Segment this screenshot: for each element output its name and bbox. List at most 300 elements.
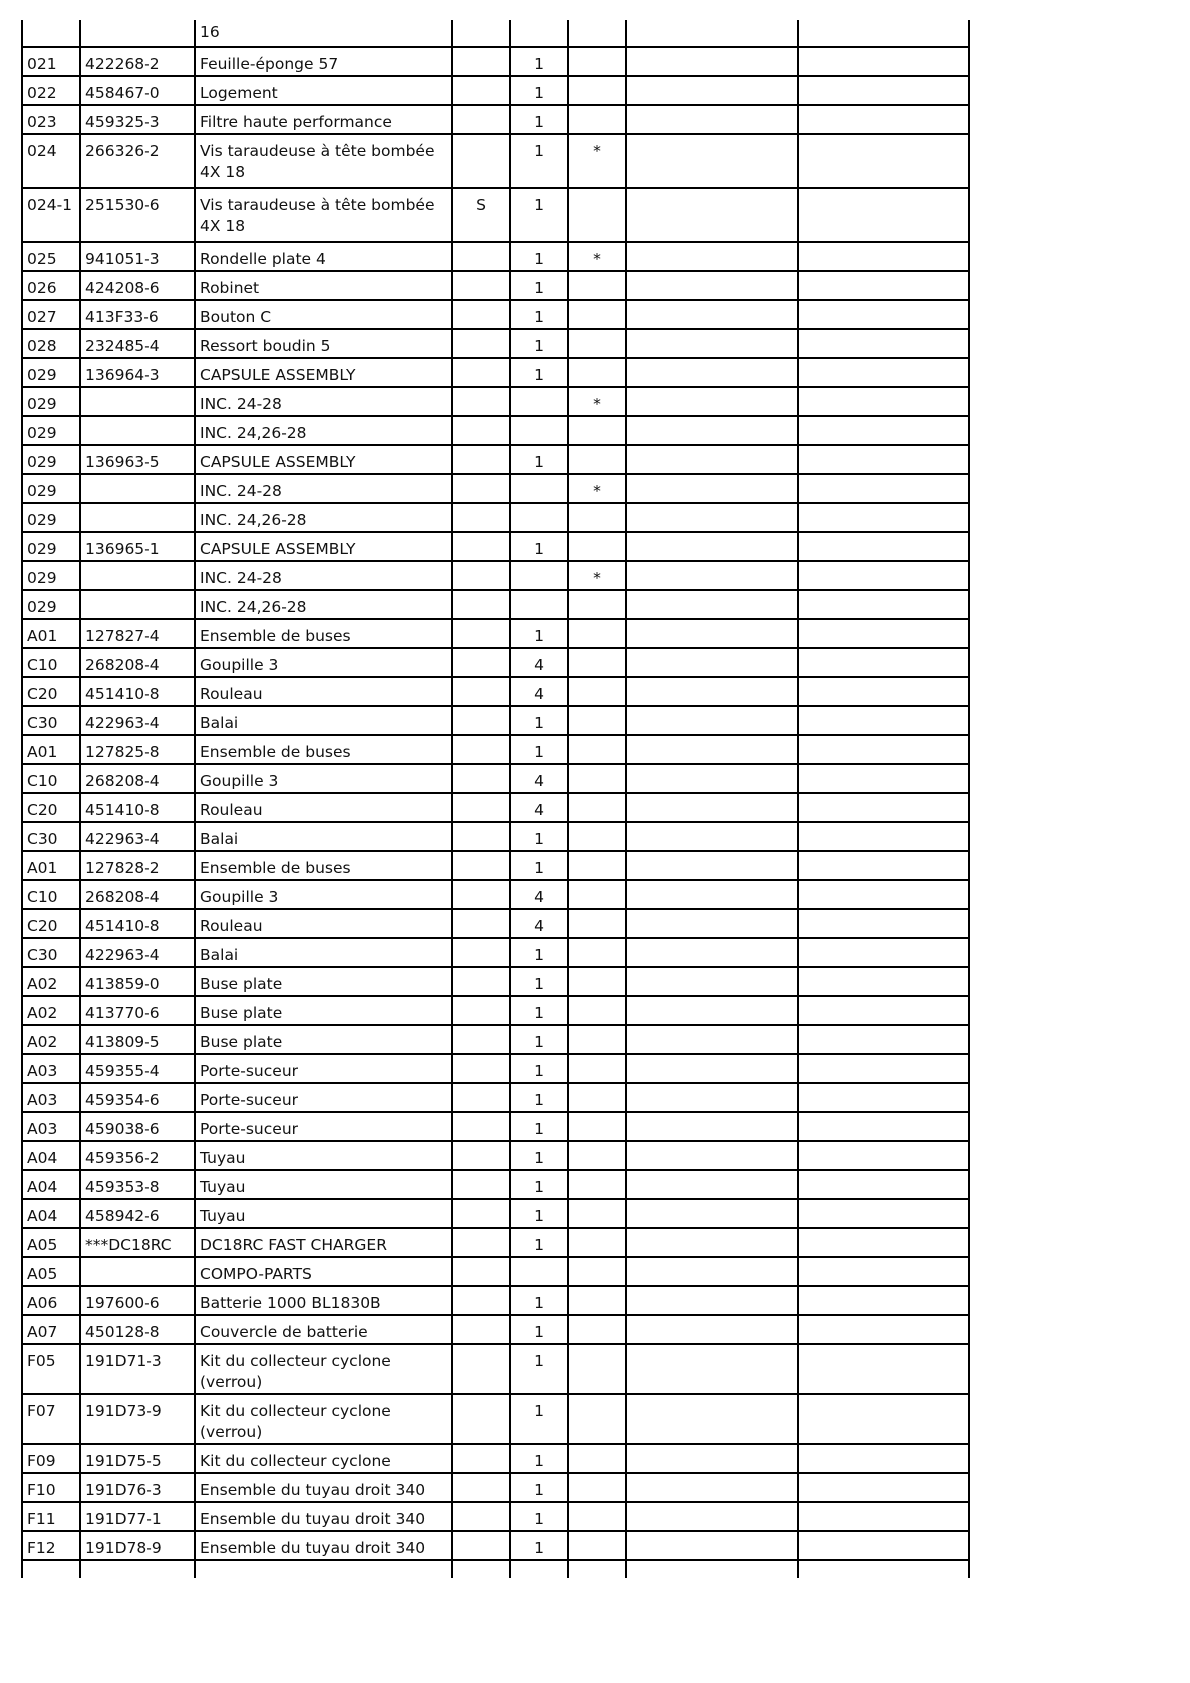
empty-cell — [626, 47, 798, 76]
empty-cell — [798, 1025, 969, 1054]
part-number-cell: 459354-6 — [80, 1083, 195, 1112]
empty-cell — [626, 387, 798, 416]
mark-cell — [568, 105, 626, 134]
table-row — [22, 1473, 969, 1502]
part-number-cell: 136963-5 — [80, 445, 195, 474]
item-number-cell: C20 — [22, 793, 80, 822]
empty-cell — [626, 1257, 798, 1286]
part-number-cell: 232485-4 — [80, 329, 195, 358]
quantity-cell: 1 — [510, 1170, 568, 1199]
empty-cell — [626, 706, 798, 735]
item-number-cell — [22, 20, 80, 47]
empty-cell — [626, 188, 798, 242]
description-cell: Tuyau — [195, 1199, 452, 1228]
note-cell — [452, 1473, 510, 1502]
note-cell — [452, 793, 510, 822]
item-number-cell: F09 — [22, 1444, 80, 1473]
empty-cell — [798, 909, 969, 938]
description-cell: Buse plate — [195, 1025, 452, 1054]
item-number-cell: C30 — [22, 706, 80, 735]
item-number-cell: F05 — [22, 1344, 80, 1394]
item-number-cell: A03 — [22, 1112, 80, 1141]
mark-cell — [568, 416, 626, 445]
mark-cell — [568, 445, 626, 474]
note-cell — [452, 1344, 510, 1394]
quantity-cell: 1 — [510, 1199, 568, 1228]
empty-cell — [626, 619, 798, 648]
item-number-cell: C20 — [22, 909, 80, 938]
item-number-cell: A01 — [22, 851, 80, 880]
empty-cell — [626, 1444, 798, 1473]
mark-cell — [568, 735, 626, 764]
empty-cell — [626, 20, 798, 47]
empty-cell — [798, 105, 969, 134]
table-row — [22, 445, 969, 474]
part-number-cell: 450128-8 — [80, 1315, 195, 1344]
description-cell: Goupille 3 — [195, 764, 452, 793]
empty-cell — [626, 134, 798, 188]
table-row — [22, 1286, 969, 1315]
item-number-cell: C20 — [22, 677, 80, 706]
quantity-cell: 1 — [510, 47, 568, 76]
item-number-cell: A07 — [22, 1315, 80, 1344]
note-cell — [452, 1394, 510, 1444]
mark-cell: * — [568, 242, 626, 271]
empty-cell — [626, 271, 798, 300]
table-row — [22, 967, 969, 996]
item-number-cell: C10 — [22, 764, 80, 793]
part-number-cell: 191D77-1 — [80, 1502, 195, 1531]
table-row — [22, 764, 969, 793]
quantity-cell: 1 — [510, 938, 568, 967]
mark-cell — [568, 880, 626, 909]
empty-cell — [626, 764, 798, 793]
table-row — [22, 561, 969, 590]
quantity-cell: 1 — [510, 1025, 568, 1054]
table-row — [22, 1531, 969, 1560]
description-cell: Rouleau — [195, 677, 452, 706]
quantity-cell: 1 — [510, 329, 568, 358]
table-row — [22, 648, 969, 677]
table-row — [22, 1257, 969, 1286]
quantity-cell: 1 — [510, 851, 568, 880]
table-row — [22, 358, 969, 387]
mark-cell — [568, 590, 626, 619]
quantity-cell: 1 — [510, 445, 568, 474]
quantity-cell: 1 — [510, 1394, 568, 1444]
empty-cell — [626, 793, 798, 822]
note-cell — [452, 47, 510, 76]
empty-cell — [626, 1394, 798, 1444]
empty-cell — [626, 1083, 798, 1112]
empty-cell — [626, 1473, 798, 1502]
empty-cell — [626, 648, 798, 677]
table-row — [22, 706, 969, 735]
quantity-cell: 1 — [510, 1473, 568, 1502]
table-row — [22, 474, 969, 503]
note-cell — [452, 677, 510, 706]
empty-cell — [626, 851, 798, 880]
quantity-cell: 1 — [510, 1141, 568, 1170]
note-cell — [452, 1502, 510, 1531]
empty-cell — [798, 967, 969, 996]
part-number-cell: 451410-8 — [80, 909, 195, 938]
part-number-cell: 191D76-3 — [80, 1473, 195, 1502]
mark-cell — [568, 1473, 626, 1502]
mark-cell — [568, 851, 626, 880]
empty-cell — [798, 20, 969, 47]
part-number-cell: 268208-4 — [80, 648, 195, 677]
empty-cell — [626, 105, 798, 134]
part-number-cell: 191D78-9 — [80, 1531, 195, 1560]
empty-cell — [798, 188, 969, 242]
table-row — [22, 329, 969, 358]
description-cell: Balai — [195, 822, 452, 851]
note-cell — [452, 329, 510, 358]
quantity-cell: 1 — [510, 1315, 568, 1344]
description-cell: INC. 24-28 — [195, 561, 452, 590]
empty-cell — [626, 938, 798, 967]
description-cell: Balai — [195, 938, 452, 967]
mark-cell — [568, 1141, 626, 1170]
description-cell: Ensemble du tuyau droit 340 — [195, 1502, 452, 1531]
table-row — [22, 1199, 969, 1228]
description-cell: INC. 24,26-28 — [195, 503, 452, 532]
empty-cell — [798, 1560, 969, 1578]
quantity-cell — [510, 561, 568, 590]
mark-cell — [568, 358, 626, 387]
part-number-cell: 459325-3 — [80, 105, 195, 134]
note-cell — [452, 880, 510, 909]
item-number-cell: 029 — [22, 474, 80, 503]
part-number-cell: 459038-6 — [80, 1112, 195, 1141]
empty-cell — [798, 851, 969, 880]
note-cell — [452, 1286, 510, 1315]
table-row — [22, 1025, 969, 1054]
table-row — [22, 851, 969, 880]
part-number-cell: 413859-0 — [80, 967, 195, 996]
quantity-cell: 1 — [510, 300, 568, 329]
part-number-cell: 268208-4 — [80, 880, 195, 909]
quantity-cell: 1 — [510, 358, 568, 387]
empty-cell — [626, 1054, 798, 1083]
table-row — [22, 1112, 969, 1141]
part-number-cell: 458467-0 — [80, 76, 195, 105]
part-number-cell — [80, 590, 195, 619]
note-cell — [452, 1257, 510, 1286]
description-cell: INC. 24,26-28 — [195, 590, 452, 619]
mark-cell — [568, 1344, 626, 1394]
table-row — [22, 1170, 969, 1199]
mark-cell — [568, 503, 626, 532]
item-number-cell: 029 — [22, 445, 80, 474]
item-number-cell: A03 — [22, 1054, 80, 1083]
item-number-cell: 024-1 — [22, 188, 80, 242]
empty-cell — [798, 1286, 969, 1315]
parts-table — [21, 20, 970, 1578]
empty-cell — [626, 822, 798, 851]
part-number-cell — [80, 503, 195, 532]
description-cell: Kit du collecteur cyclone — [195, 1444, 452, 1473]
note-cell — [452, 1141, 510, 1170]
empty-cell — [626, 358, 798, 387]
item-number-cell: 023 — [22, 105, 80, 134]
item-number-cell: 029 — [22, 590, 80, 619]
quantity-cell: 1 — [510, 532, 568, 561]
part-number-cell: 451410-8 — [80, 677, 195, 706]
mark-cell — [568, 996, 626, 1025]
quantity-cell — [510, 474, 568, 503]
empty-cell — [626, 1025, 798, 1054]
item-number-cell: A04 — [22, 1199, 80, 1228]
table-row — [22, 47, 969, 76]
empty-cell — [626, 474, 798, 503]
description-cell: DC18RC FAST CHARGER — [195, 1228, 452, 1257]
empty-cell — [798, 329, 969, 358]
quantity-cell — [510, 503, 568, 532]
quantity-cell — [510, 1560, 568, 1578]
empty-cell — [798, 619, 969, 648]
item-number-cell: A04 — [22, 1170, 80, 1199]
empty-cell — [626, 561, 798, 590]
description-cell: COMPO-PARTS — [195, 1257, 452, 1286]
part-number-cell: ***DC18RC — [80, 1228, 195, 1257]
note-cell — [452, 474, 510, 503]
empty-cell — [626, 329, 798, 358]
empty-cell — [798, 1054, 969, 1083]
note-cell — [452, 706, 510, 735]
part-number-cell: 422963-4 — [80, 938, 195, 967]
quantity-cell: 1 — [510, 706, 568, 735]
mark-cell — [568, 329, 626, 358]
description-cell: CAPSULE ASSEMBLY — [195, 532, 452, 561]
note-cell — [452, 909, 510, 938]
note-cell — [452, 822, 510, 851]
note-cell — [452, 1025, 510, 1054]
quantity-cell: 4 — [510, 909, 568, 938]
item-number-cell: A01 — [22, 735, 80, 764]
table-row — [22, 938, 969, 967]
item-number-cell: 029 — [22, 532, 80, 561]
empty-cell — [626, 1141, 798, 1170]
mark-cell — [568, 648, 626, 677]
mark-cell — [568, 1112, 626, 1141]
empty-cell — [798, 76, 969, 105]
description-cell: Bouton C — [195, 300, 452, 329]
part-number-cell — [80, 1257, 195, 1286]
description-cell: Feuille-éponge 57 — [195, 47, 452, 76]
part-number-cell: 268208-4 — [80, 764, 195, 793]
item-number-cell: C30 — [22, 822, 80, 851]
empty-cell — [798, 416, 969, 445]
note-cell — [452, 358, 510, 387]
note-cell — [452, 1531, 510, 1560]
part-number-cell: 413770-6 — [80, 996, 195, 1025]
empty-cell — [798, 677, 969, 706]
empty-cell — [798, 445, 969, 474]
note-cell — [452, 271, 510, 300]
table-row — [22, 188, 969, 242]
description-cell: Rouleau — [195, 793, 452, 822]
table-row — [22, 1444, 969, 1473]
note-cell — [452, 648, 510, 677]
part-number-cell: 191D75-5 — [80, 1444, 195, 1473]
quantity-cell: 1 — [510, 1502, 568, 1531]
description-cell: Ensemble de buses — [195, 735, 452, 764]
table-row — [22, 503, 969, 532]
description-cell: Vis taraudeuse à tête bombée 4X 18 — [195, 188, 452, 242]
mark-cell — [568, 1444, 626, 1473]
mark-cell — [568, 909, 626, 938]
mark-cell — [568, 1199, 626, 1228]
note-cell — [452, 134, 510, 188]
part-number-cell — [80, 474, 195, 503]
quantity-cell — [510, 590, 568, 619]
description-cell: Porte-suceur — [195, 1054, 452, 1083]
item-number-cell: 021 — [22, 47, 80, 76]
quantity-cell: 1 — [510, 1344, 568, 1394]
description-cell: CAPSULE ASSEMBLY — [195, 358, 452, 387]
quantity-cell: 1 — [510, 188, 568, 242]
table-row — [22, 1344, 969, 1394]
item-number-cell: 025 — [22, 242, 80, 271]
description-cell: Filtre haute performance — [195, 105, 452, 134]
part-number-cell: 422963-4 — [80, 706, 195, 735]
mark-cell — [568, 822, 626, 851]
mark-cell — [568, 1286, 626, 1315]
mark-cell — [568, 677, 626, 706]
part-number-cell: 458942-6 — [80, 1199, 195, 1228]
note-cell — [452, 1199, 510, 1228]
note-cell — [452, 851, 510, 880]
mark-cell — [568, 1531, 626, 1560]
part-number-cell: 941051-3 — [80, 242, 195, 271]
part-number-cell: 197600-6 — [80, 1286, 195, 1315]
empty-cell — [798, 590, 969, 619]
description-cell: Tuyau — [195, 1141, 452, 1170]
part-number-cell: 266326-2 — [80, 134, 195, 188]
description-cell: Balai — [195, 706, 452, 735]
table-row — [22, 1502, 969, 1531]
mark-cell — [568, 938, 626, 967]
description-cell: Logement — [195, 76, 452, 105]
empty-cell — [626, 1286, 798, 1315]
note-cell — [452, 590, 510, 619]
note-cell — [452, 561, 510, 590]
mark-cell — [568, 1025, 626, 1054]
table-row — [22, 793, 969, 822]
item-number-cell: 022 — [22, 76, 80, 105]
part-number-cell: 127827-4 — [80, 619, 195, 648]
item-number-cell: 029 — [22, 503, 80, 532]
quantity-cell: 4 — [510, 648, 568, 677]
table-row — [22, 735, 969, 764]
note-cell — [452, 76, 510, 105]
empty-cell — [626, 735, 798, 764]
item-number-cell: 029 — [22, 416, 80, 445]
part-number-cell: 127825-8 — [80, 735, 195, 764]
mark-cell — [568, 706, 626, 735]
quantity-cell: 1 — [510, 1228, 568, 1257]
description-cell: Kit du collecteur cyclone (verrou) — [195, 1344, 452, 1394]
note-cell — [452, 445, 510, 474]
note-cell — [452, 1170, 510, 1199]
item-number-cell: C10 — [22, 880, 80, 909]
note-cell — [452, 1083, 510, 1112]
empty-cell — [626, 445, 798, 474]
item-number-cell: C10 — [22, 648, 80, 677]
mark-cell — [568, 619, 626, 648]
description-cell: Tuyau — [195, 1170, 452, 1199]
description-cell: INC. 24-28 — [195, 474, 452, 503]
item-number-cell: A05 — [22, 1257, 80, 1286]
empty-cell — [798, 648, 969, 677]
empty-cell — [798, 1112, 969, 1141]
table-row — [22, 1054, 969, 1083]
part-number-cell — [80, 1560, 195, 1578]
empty-cell — [626, 1170, 798, 1199]
empty-cell — [626, 1228, 798, 1257]
empty-cell — [798, 880, 969, 909]
mark-cell — [568, 532, 626, 561]
empty-cell — [798, 271, 969, 300]
quantity-cell: 1 — [510, 134, 568, 188]
mark-cell — [568, 764, 626, 793]
item-number-cell: 026 — [22, 271, 80, 300]
part-number-cell — [80, 387, 195, 416]
part-number-cell — [80, 561, 195, 590]
empty-cell — [798, 706, 969, 735]
note-cell — [452, 532, 510, 561]
item-number-cell: A04 — [22, 1141, 80, 1170]
item-number-cell: A06 — [22, 1286, 80, 1315]
description-cell: Couvercle de batterie — [195, 1315, 452, 1344]
empty-cell — [798, 938, 969, 967]
note-cell — [452, 503, 510, 532]
part-number-cell — [80, 416, 195, 445]
note-cell — [452, 105, 510, 134]
empty-cell — [626, 416, 798, 445]
empty-cell — [798, 503, 969, 532]
table-row — [22, 677, 969, 706]
empty-cell — [798, 300, 969, 329]
note-cell — [452, 967, 510, 996]
mark-cell: * — [568, 561, 626, 590]
item-number-cell: A03 — [22, 1083, 80, 1112]
mark-cell — [568, 1560, 626, 1578]
mark-cell — [568, 967, 626, 996]
note-cell — [452, 416, 510, 445]
empty-cell — [626, 532, 798, 561]
quantity-cell: 1 — [510, 242, 568, 271]
empty-cell — [798, 47, 969, 76]
description-cell: Goupille 3 — [195, 880, 452, 909]
mark-cell — [568, 76, 626, 105]
empty-cell — [626, 1502, 798, 1531]
empty-cell — [798, 532, 969, 561]
table-row — [22, 242, 969, 271]
mark-cell — [568, 1228, 626, 1257]
mark-cell — [568, 188, 626, 242]
empty-cell — [626, 1560, 798, 1578]
table-row — [22, 909, 969, 938]
note-cell — [452, 1560, 510, 1578]
mark-cell — [568, 1315, 626, 1344]
part-number-cell: 424208-6 — [80, 271, 195, 300]
item-number-cell: F12 — [22, 1531, 80, 1560]
part-number-cell: 459355-4 — [80, 1054, 195, 1083]
mark-cell — [568, 47, 626, 76]
